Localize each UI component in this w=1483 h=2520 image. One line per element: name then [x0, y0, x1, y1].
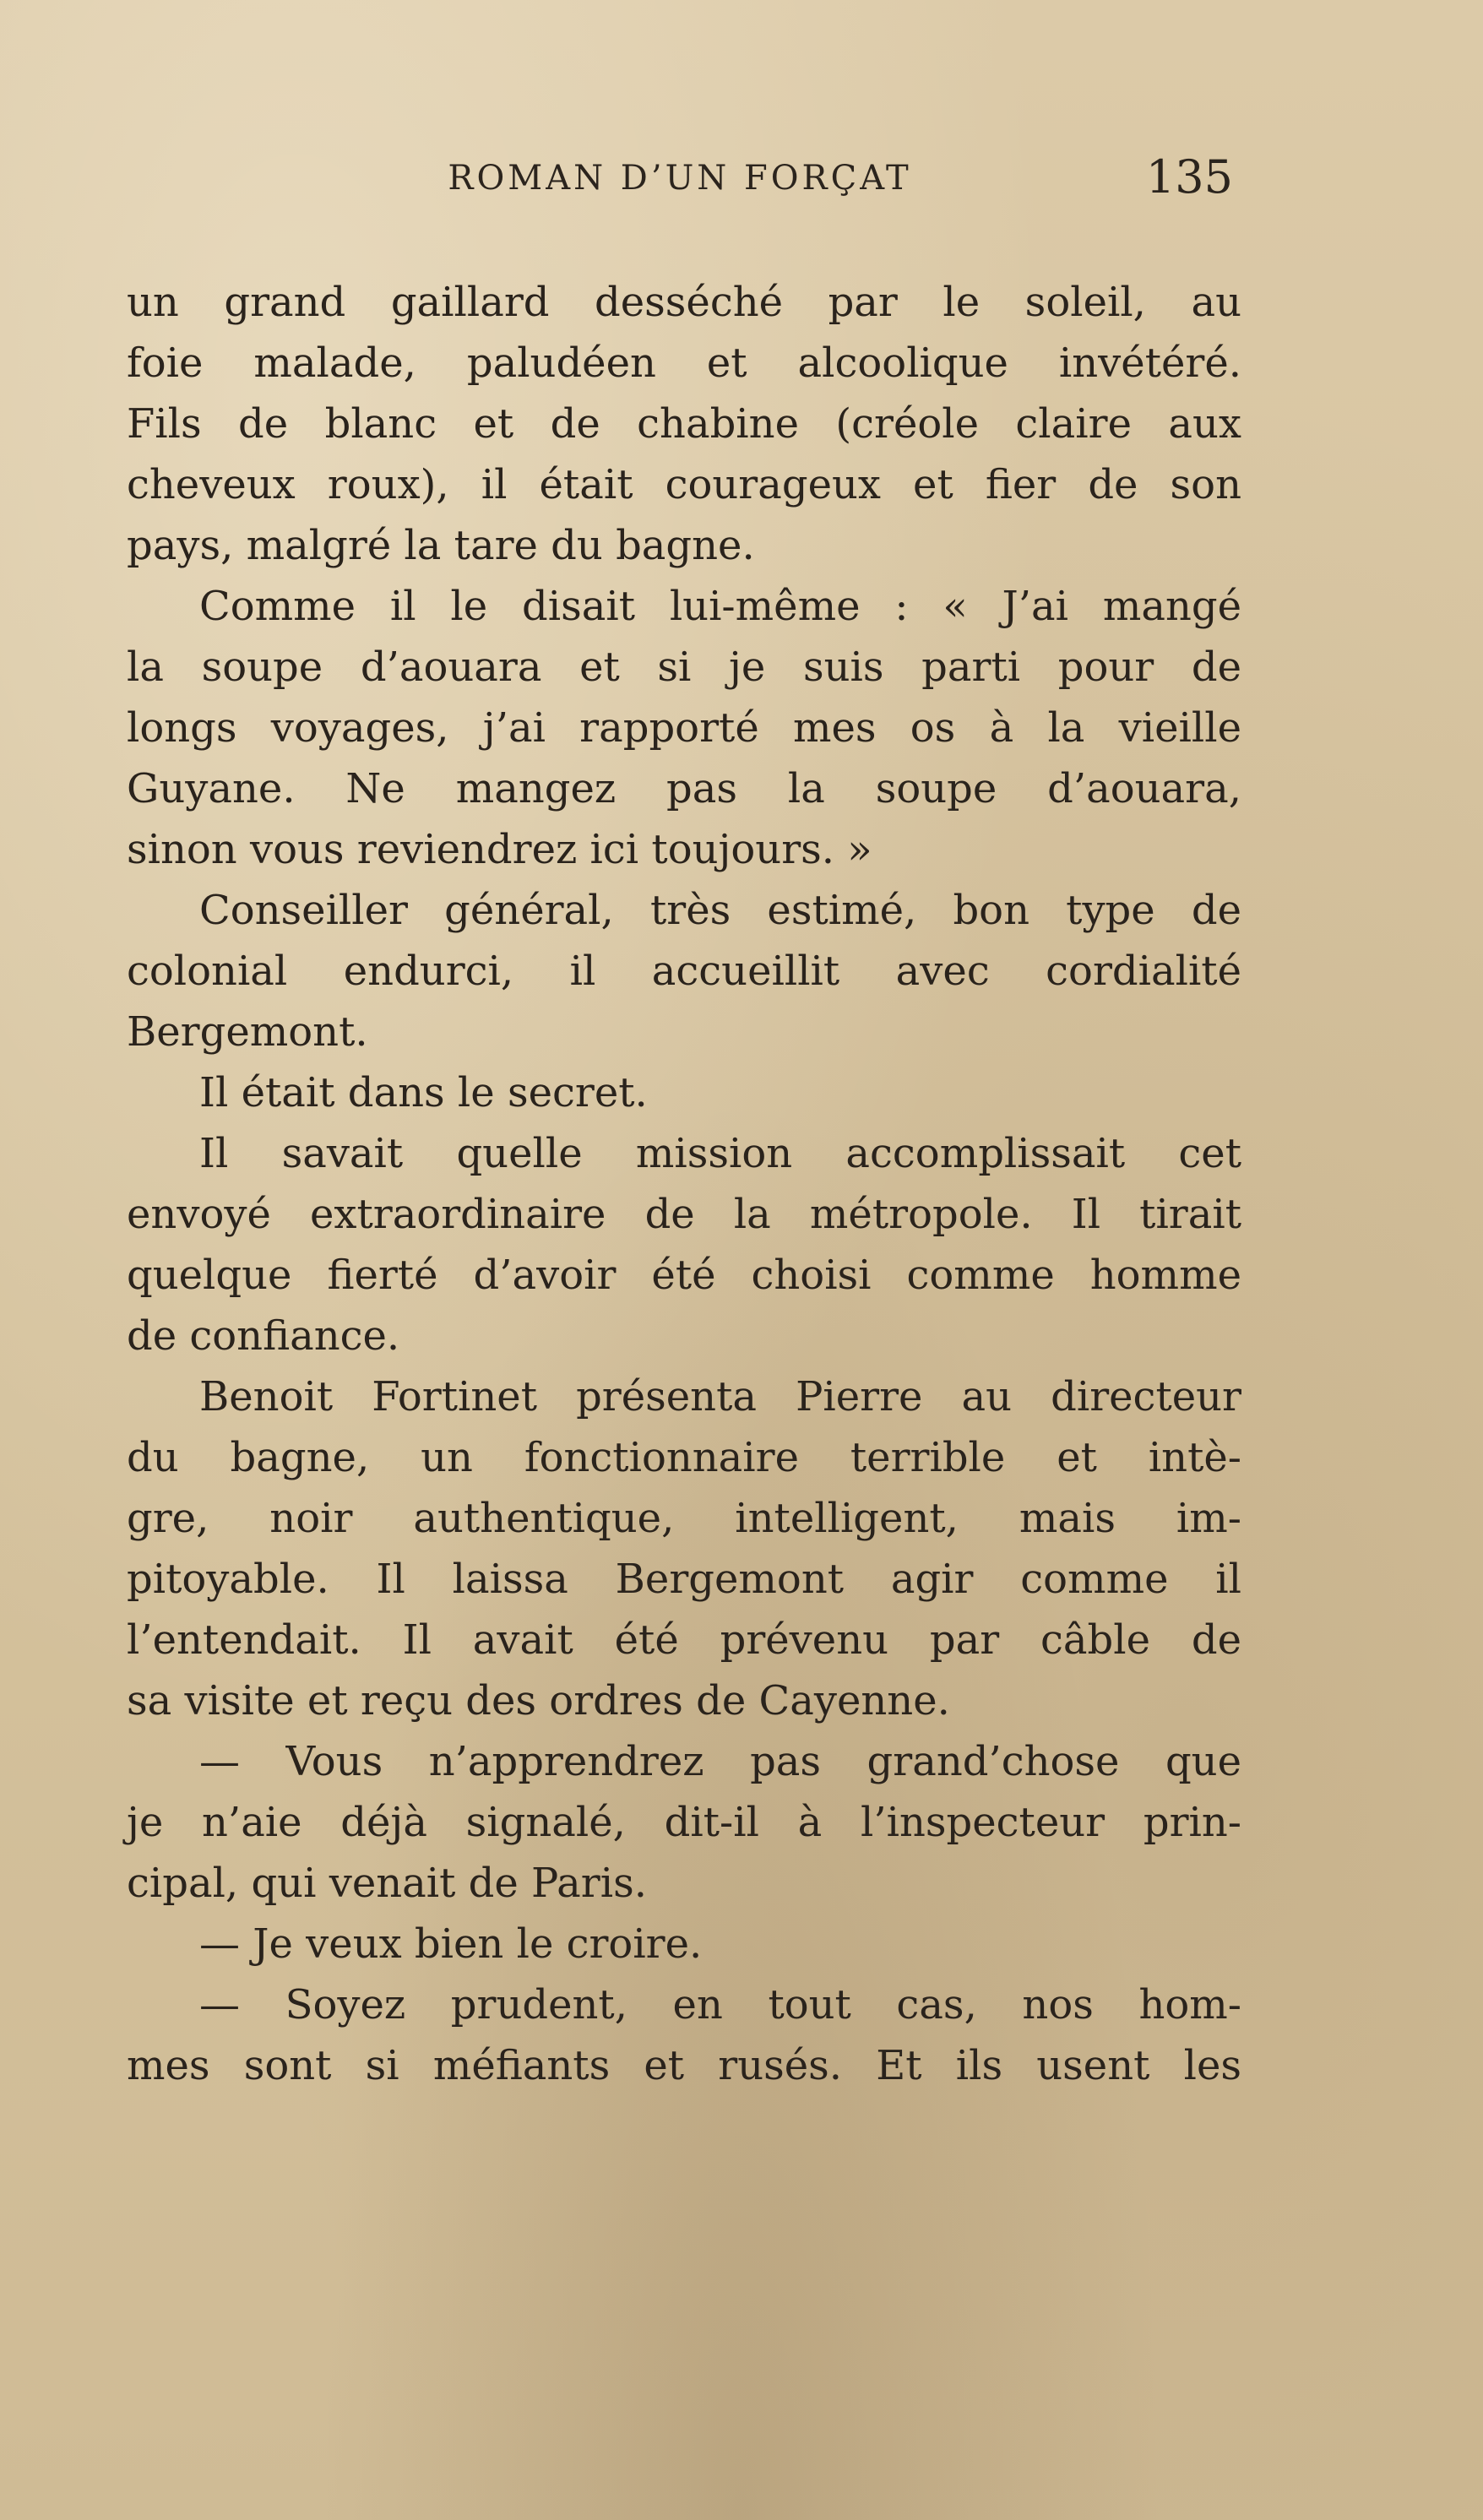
text-line-24: sa visite et reçu des ordres de Cayenne.: [127, 1677, 950, 1724]
text-line-23: l’entendait. Il avait été prévenu par câble de: [127, 1616, 1241, 1664]
running-title: ROMAN D’UN FORÇAT: [448, 159, 912, 198]
text-line-3: Fils de blanc et de chabine (créole claire aux: [127, 400, 1241, 448]
text-line-14: Il était dans le secret.: [199, 1069, 648, 1116]
text-line-10: sinon vous reviendrez ici toujours. »: [127, 826, 872, 873]
text-line-16: envoyé extraordinaire de la métropole. Il tirait: [127, 1191, 1241, 1238]
text-line-21: gre, noir authentique, intelligent, mais im-: [127, 1495, 1241, 1542]
text-line-18: de confiance.: [127, 1312, 400, 1360]
text-line-2: foie malade, paludéen et alcoolique invétéré.: [127, 339, 1241, 387]
text-line-19: Benoit Fortinet présenta Pierre au directeur: [199, 1373, 1241, 1420]
text-line-29: — Soyez prudent, en tout cas, nos hom-: [199, 1981, 1241, 2028]
text-line-27: cipal, qui venait de Paris.: [127, 1860, 647, 1907]
text-line-9: Guyane. Ne mangez pas la soupe d’aouara,: [127, 765, 1241, 812]
body-text: [127, 272, 1241, 2096]
text-line-6: Comme il le disait lui-même : « J’ai mangé: [199, 583, 1241, 630]
text-line-30: mes sont si méfiants et rusés. Et ils usent les: [127, 2042, 1241, 2089]
text-line-28: — Je veux bien le croire.: [199, 1920, 703, 1968]
text-line-17: quelque fierté d’avoir été choisi comme homme: [127, 1252, 1241, 1299]
text-line-7: la soupe d’aouara et si je suis parti pour de: [127, 644, 1241, 691]
text-line-26: je n’aie déjà signalé, dit-il à l’inspecteur prin-: [127, 1799, 1241, 1846]
page-number: 135: [1145, 150, 1233, 204]
text-line-8: longs voyages, j’ai rapporté mes os à la vieille: [127, 704, 1241, 752]
text-line-13: Bergemont.: [127, 1008, 368, 1056]
text-line-5: pays, malgré la tare du bagne.: [127, 522, 755, 569]
text-line-22: pitoyable. Il laissa Bergemont agir comme il: [127, 1556, 1241, 1603]
text-line-15: Il savait quelle mission accomplissait cet: [199, 1130, 1241, 1177]
text-line-12: colonial endurci, il accueillit avec cordialité: [127, 948, 1241, 995]
running-head: [127, 150, 1233, 209]
text-line-4: cheveux roux), il était courageux et fier de son: [127, 461, 1241, 508]
text-line-1: un grand gaillard desséché par le soleil, au: [127, 279, 1241, 326]
text-line-20: du bagne, un fonctionnaire terrible et intè-: [127, 1434, 1241, 1481]
text-line-11: Conseiller général, très estimé, bon type de: [199, 887, 1241, 934]
text-line-25: — Vous n’apprendrez pas grand’chose que: [199, 1738, 1241, 1785]
